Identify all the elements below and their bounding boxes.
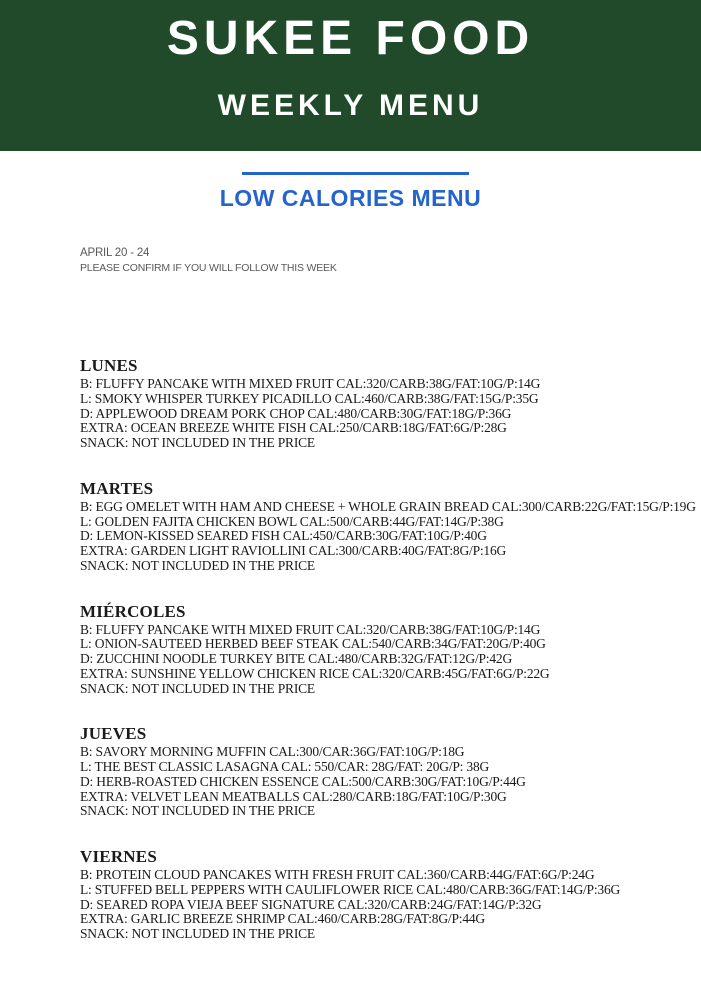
menu-line-breakfast: B: PROTEIN CLOUD PANCAKES WITH FRESH FRUIT CAL:360/CARB:44G/FAT:6G/P:24G (80, 867, 595, 882)
confirm-note: PLEASE CONFIRM IF YOU WILL FOLLOW THIS WEEK (80, 262, 337, 274)
day-heading: MIÉRCOLES (80, 601, 186, 621)
intro-block (80, 246, 337, 275)
menu-line-breakfast: B: EGG OMELET WITH HAM AND CHEESE + WHOLE GRAIN BREAD CAL:300/CARB:22G/FAT:15G/P:19G (80, 498, 696, 514)
menu-line-snack: SNACK: NOT INCLUDED IN THE PRICE (80, 435, 315, 450)
day-heading: MARTES (80, 478, 154, 498)
menu-line-lunch: L: THE BEST CLASSIC LASAGNA CAL: 550/CAR: 28G/FAT: 20G/P: 38G (80, 759, 490, 774)
menu-line-extra: EXTRA: GARLIC BREEZE SHRIMP CAL:460/CARB:28G/FAT:8G/P:44G (80, 911, 485, 927)
day-heading: VIERNES (80, 847, 157, 866)
menu-line-lunch: L: STUFFED BELL PEPPERS WITH CAULIFLOWER RICE CAL:480/CARB:36G/FAT:14G/P:36G (80, 881, 621, 897)
menu-line-dinner: D: APPLEWOOD DREAM PORK CHOP CAL:480/CARB:30G/FAT:18G/P:36G (80, 405, 512, 421)
menu-line-breakfast: B: SAVORY MORNING MUFFIN CAL:300/CAR:36G/FAT:10G/P:18G (80, 744, 465, 760)
menu-line-lunch: L: SMOKY WHISPER TURKEY PICADILLO CAL:460/CARB:38G/FAT:15G/P:35G (80, 390, 539, 406)
menu-line-dinner: D: ZUCCHINI NOODLE TURKEY BITE CAL:480/CARB:32G/FAT:12G/P:42G (80, 651, 513, 666)
menu-line-extra: EXTRA: GARDEN LIGHT RAVIOLLINI CAL:300/CARB:40G/FAT:8G/P:16G (80, 543, 507, 558)
menu-line-dinner: D: HERB-ROASTED CHICKEN ESSENCE CAL:500/CARB:30G/FAT:10G/P:44G (80, 773, 526, 789)
menu-subtitle: WEEKLY MENU (217, 89, 484, 122)
date-range: APRIL 20 - 24 (80, 247, 150, 259)
day-section-viernes (80, 849, 696, 942)
day-section-martes (80, 478, 696, 574)
menu-line-snack: SNACK: NOT INCLUDED IN THE PRICE (80, 803, 315, 819)
menu-line-lunch: L: ONION-SAUTEED HERBED BEEF STEAK CAL:540/CARB:34G/FAT:20G/P:40G (80, 636, 546, 652)
day-section-jueves (80, 726, 696, 819)
section-divider-line (242, 172, 469, 175)
day-heading: JUEVES (80, 724, 147, 744)
menu-line-extra: EXTRA: SUNSHINE YELLOW CHICKEN RICE CAL:320/CARB:45G/FAT:6G/P:22G (80, 665, 550, 681)
menu-line-snack: SNACK: NOT INCLUDED IN THE PRICE (80, 680, 315, 696)
menu-line-snack: SNACK: NOT INCLUDED IN THE PRICE (80, 926, 315, 941)
menu-line-breakfast: B: FLUFFY PANCAKE WITH MIXED FRUIT CAL:320/CARB:38G/FAT:10G/P:14G (80, 621, 541, 637)
menu-line-dinner: D: SEARED ROPA VIEJA BEEF SIGNATURE CAL:320/CARB:24G/FAT:14G/P:32G (80, 896, 542, 912)
menu-line-lunch: L: GOLDEN FAJITA CHICKEN BOWL CAL:500/CARB:44G/FAT:14G/P:38G (80, 513, 504, 529)
menu-body (80, 358, 696, 972)
day-heading: LUNES (80, 356, 138, 375)
header-banner (0, 0, 701, 151)
day-section-lunes (80, 358, 696, 451)
menu-line-breakfast: B: FLUFFY PANCAKE WITH MIXED FRUIT CAL:320/CARB:38G/FAT:10G/P:14G (80, 376, 541, 391)
day-section-miercoles (80, 601, 696, 697)
menu-line-extra: EXTRA: VELVET LEAN MEATBALLS CAL:280/CARB:18G/FAT:10G/P:30G (80, 788, 507, 804)
menu-line-extra: EXTRA: OCEAN BREEZE WHITE FISH CAL:250/CARB:18G/FAT:6G/P:28G (80, 420, 507, 436)
menu-line-snack: SNACK: NOT INCLUDED IN THE PRICE (80, 557, 315, 573)
section-title: LOW CALORIES MENU (219, 185, 482, 211)
menu-line-dinner: D: LEMON-KISSED SEARED FISH CAL:450/CARB:30G/FAT:10G/P:40G (80, 528, 487, 544)
brand-title: SUKEE FOOD (166, 12, 535, 65)
